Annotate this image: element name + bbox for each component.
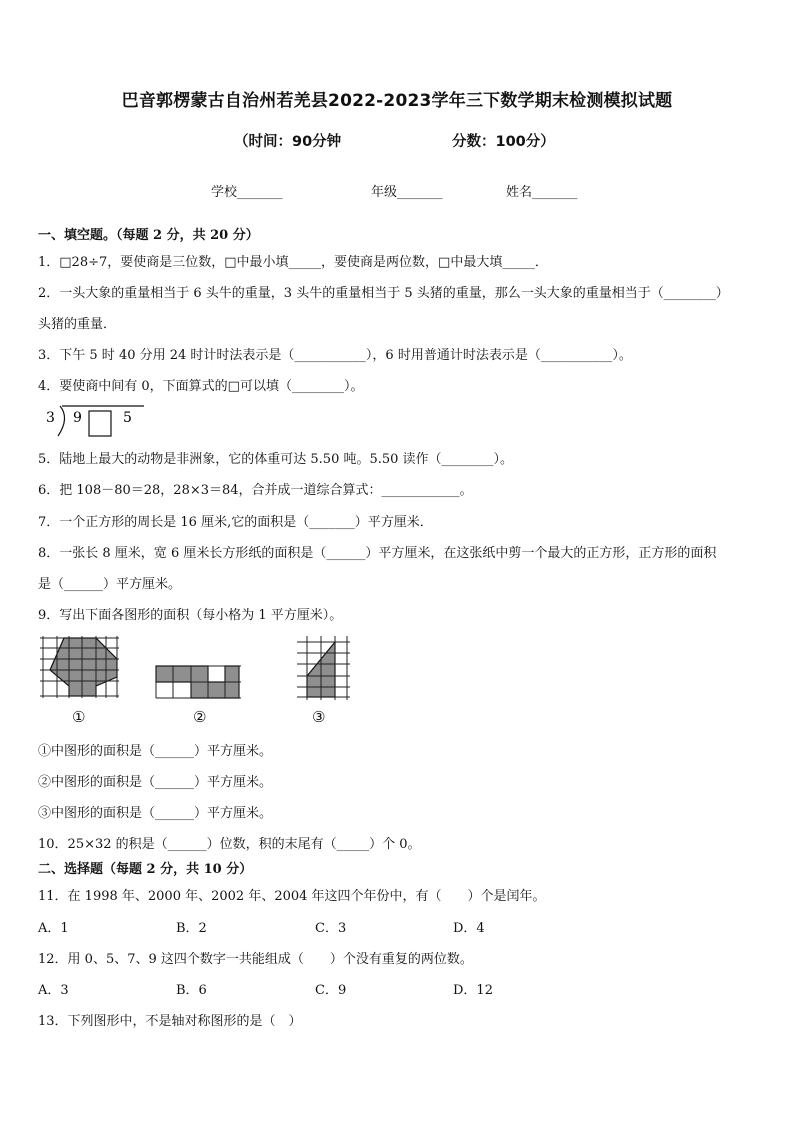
section-heading-choice: 二、选择题（每题 2 分，共 10 分） xyxy=(38,862,253,877)
q11-option-d: D．4 xyxy=(453,921,485,936)
name-field: 姓名_______ xyxy=(506,185,578,200)
question-11: 11．在 1998 年、2000 年、2002 年、2004 年这四个年份中，有（ ）个是闰年。 xyxy=(38,889,546,904)
figure-1-shape xyxy=(50,638,117,696)
figure-1-label: ① xyxy=(72,708,86,726)
q12-option-c: C．9 xyxy=(315,983,347,998)
division-divisor: 3 xyxy=(46,410,55,426)
question-9-part-1: ①中图形的面积是（______）平方厘米。 xyxy=(38,744,273,759)
question-3: 3．下午 5 时 40 分用 24 时计时法表示是（___________），6 时用普通计时法表示是（___________）。 xyxy=(38,348,632,363)
question-9-part-3: ③中图形的面积是（______）平方厘米。 xyxy=(38,806,273,821)
question-8-line1: 8．一张长 8 厘米，宽 6 厘米长方形纸的面积是（______）平方厘米，在这张纸中剪一个最大的正方形，正方形的面积 xyxy=(38,546,717,561)
question-8-line2: 是（______）平方厘米。 xyxy=(38,577,182,592)
grade-field: 年级_______ xyxy=(371,185,443,200)
question-6: 6．把 108－80＝28，28×3＝84，合并成一道综合算式：____________。 xyxy=(38,483,473,498)
section-heading-fill: 一、填空题。（每题 2 分，共 20 分） xyxy=(38,228,259,243)
question-5: 5．陆地上最大的动物是非洲象，它的体重可达 5.50 吨。5.50 读作（________）。 xyxy=(38,452,514,467)
question-7: 7．一个正方形的周长是 16 厘米,它的面积是（_______）平方厘米． xyxy=(38,515,433,530)
q12-option-a: A．3 xyxy=(38,983,69,998)
figure-3-label: ③ xyxy=(312,708,326,726)
page-title: 巴音郭楞蒙古自治州若羌县2022-2023学年三下数学期末检测模拟试题 xyxy=(121,91,673,111)
q11-option-b: B．2 xyxy=(176,921,207,936)
q12-option-b: B．6 xyxy=(176,983,207,998)
exam-time: （时间：90分钟 xyxy=(234,134,342,150)
question-1: 1．□28÷7，要使商是三位数，□中最小填_____，要使商是两位数，□中最大填_____． xyxy=(38,255,548,270)
exam-score: 分数：100分） xyxy=(452,134,555,150)
question-2-line2: 头猪的重量． xyxy=(38,317,117,332)
question-4: 4．要使商中间有 0，下面算式的□可以填（________）。 xyxy=(38,379,364,394)
figure-2-grid xyxy=(153,665,243,701)
question-13: 13．下列图形中，不是轴对称图形的是（ ） xyxy=(38,1014,302,1029)
figure-1-grid xyxy=(40,636,120,700)
school-field: 学校_______ xyxy=(211,185,283,200)
question-9-part-2: ②中图形的面积是（______）平方厘米。 xyxy=(38,775,273,790)
division-digit-9: 9 xyxy=(73,410,82,426)
q11-option-c: C．3 xyxy=(315,921,347,936)
question-10: 10．25×32 的积是（______）位数，积的末尾有（_____）个 0。 xyxy=(38,837,421,852)
figure-3-grid xyxy=(297,636,353,702)
division-blank-box xyxy=(89,411,111,436)
question-9: 9．写出下面各图形的面积（每小格为 1 平方厘米）。 xyxy=(38,608,343,623)
division-digit-5: 5 xyxy=(123,410,132,426)
q11-option-a: A．1 xyxy=(38,921,69,936)
q12-option-d: D．12 xyxy=(453,983,493,998)
figure-2-label: ② xyxy=(193,708,207,726)
question-12: 12．用 0、5、7、9 这四个数字一共能组成（ ）个没有重复的两位数。 xyxy=(38,952,473,967)
long-division-figure xyxy=(40,402,150,442)
question-2-line1: 2．一头大象的重量相当于 6 头牛的重量，3 头牛的重量相当于 5 头猪的重量，那么一头大象的重量相当于（________） xyxy=(38,286,729,301)
